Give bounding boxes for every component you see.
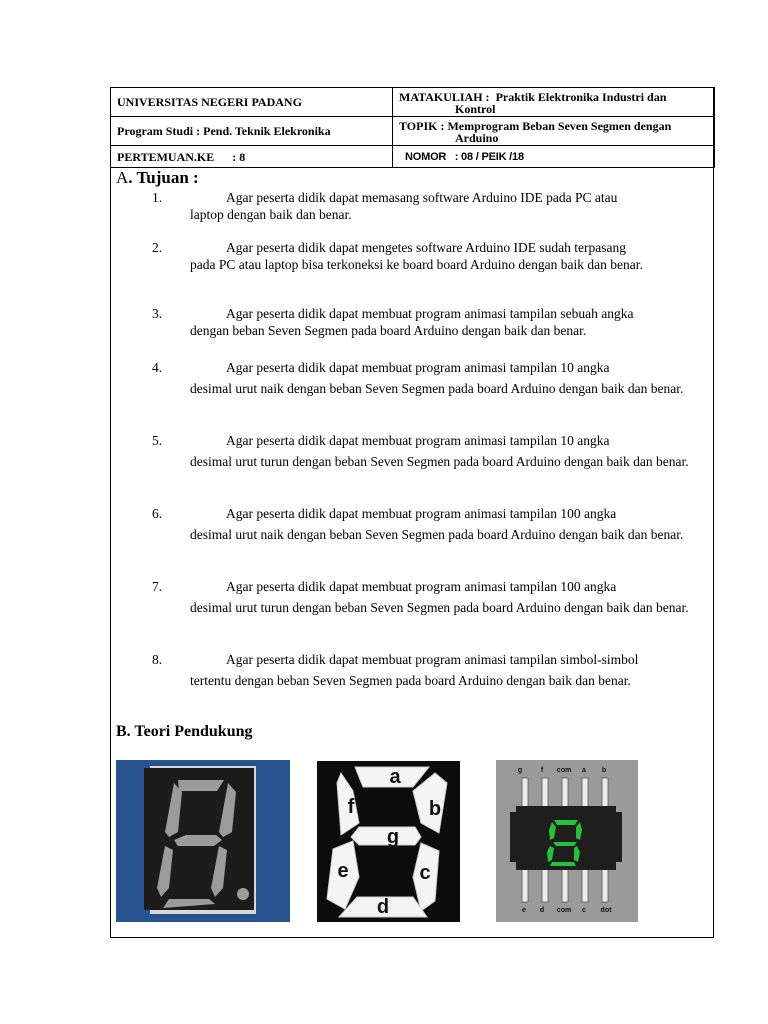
pin-label-bottom-1: e	[522, 907, 526, 914]
goal-item	[150, 305, 700, 339]
goal-item	[150, 432, 700, 472]
section-a-letter: A	[116, 168, 129, 187]
goal-item	[150, 359, 700, 399]
pin-label-top-3: com	[556, 767, 572, 774]
segment-label-diagram	[317, 761, 460, 922]
university-name: UNIVERSITAS NEGERI PADANG	[117, 95, 302, 109]
goal-text-first-line: Agar peserta didik dapat membuat program animasi tampilan 10 angka	[226, 360, 610, 375]
pertemuan-cell	[111, 146, 393, 168]
goal-number: 7.	[152, 579, 163, 594]
university-cell	[111, 88, 393, 117]
pin-label-top-2: f	[540, 767, 544, 774]
goal-number: 8.	[152, 652, 163, 667]
goal-number: 6.	[152, 506, 163, 521]
module-pinout-graphic	[496, 760, 638, 922]
goal-item	[150, 189, 700, 223]
segment-label-b: b	[428, 798, 442, 820]
goal-item	[150, 239, 700, 273]
goal-text-first-line: Agar peserta didik dapat memasang software Arduino IDE pada PC atau	[226, 190, 618, 205]
goal-text-rest: tertentu dengan beban Seven Segmen pada board Arduino dengan baik dan benar.	[190, 673, 631, 688]
goal-text-rest: desimal urut naik dengan beban Seven Segmen pada board Arduino dengan baik dan benar.	[190, 381, 684, 396]
goal-text-rest: desimal urut turun dengan beban Seven Segmen pada board Arduino dengan baik dan benar.	[190, 454, 689, 469]
topik-value: : Memprogram Beban Seven Segmen dengan	[440, 118, 672, 133]
topik-cell	[393, 117, 715, 146]
pin-label-bottom-5: dot	[600, 907, 612, 914]
section-b-title: B. Teori Pendukung	[116, 723, 253, 740]
pin-label-top-5: b	[601, 767, 607, 774]
program-studi: Program Studi : Pend. Teknik Elekronika	[117, 124, 331, 138]
segment-label-a: a	[389, 766, 401, 788]
seven-segment-photo	[116, 760, 290, 922]
goal-text-rest: desimal urut naik dengan beban Seven Segmen pada board Arduino dengan baik dan benar.	[190, 527, 684, 542]
segment-label-c: c	[419, 862, 431, 884]
goal-item	[150, 505, 700, 545]
goal-number: 5.	[152, 433, 163, 448]
goal-number: 3.	[152, 306, 163, 321]
segment-label-g: g	[386, 826, 400, 848]
seven-segment-photo-graphic	[116, 760, 290, 922]
goal-text-first-line: Agar peserta didik dapat membuat program animasi tampilan 100 angka	[226, 506, 617, 521]
pin-label-bottom-4: c	[582, 907, 586, 914]
goal-text-rest: pada PC atau laptop bisa terkoneksi ke board board Arduino dengan baik dan benar.	[190, 257, 643, 272]
goal-item	[150, 578, 700, 618]
goal-text-rest: dengan beban Seven Segmen pada board Arduino dengan baik dan benar.	[190, 323, 587, 338]
topik-label: TOPIK	[399, 118, 438, 133]
nomor: NOMOR : 08 / PEIK /18	[405, 151, 524, 163]
pin-label-bottom-2: d	[539, 907, 545, 914]
segment-label-graphic	[317, 761, 460, 922]
segment-label-e: e	[337, 860, 349, 882]
goal-text-first-line: Agar peserta didik dapat membuat program animasi tampilan 100 angka	[226, 579, 617, 594]
matakuliah-value: Praktik Elektronika Industri dan	[495, 89, 667, 104]
goal-number: 4.	[152, 360, 163, 375]
nomor-cell	[393, 146, 715, 168]
goal-text-first-line: Agar peserta didik dapat membuat program animasi tampilan simbol-simbol	[226, 652, 639, 667]
goal-text-rest: desimal urut turun dengan beban Seven Segmen pada board Arduino dengan baik dan benar.	[190, 600, 689, 615]
pin-label-bottom-3: com	[556, 907, 572, 914]
section-a-heading: . Tujuan :	[128, 168, 199, 187]
segment-label-f: f	[347, 796, 355, 818]
goal-number: 1.	[152, 190, 163, 205]
topik-value-cont: Arduino	[455, 130, 499, 145]
goal-text-rest: laptop dengan baik dan benar.	[190, 207, 352, 222]
matakuliah-value-cont: Kontrol	[455, 101, 496, 116]
pin-label-top-1: g	[517, 767, 523, 774]
pin-label-top-4: a	[582, 767, 586, 774]
goal-number: 2.	[152, 240, 163, 255]
segment-label-d: d	[376, 896, 390, 918]
matakuliah-cell	[393, 88, 715, 117]
goal-text-first-line: Agar peserta didik dapat mengetes software Arduino IDE sudah terpasang	[226, 240, 626, 255]
header-table	[110, 87, 715, 168]
goal-text-first-line: Agar peserta didik dapat membuat program animasi tampilan sebuah angka	[226, 306, 634, 321]
goal-item	[150, 651, 700, 691]
pertemuan: PERTEMUAN.KE : 8	[117, 149, 246, 164]
program-studi-cell	[111, 117, 393, 146]
seven-segment-module-pinout	[496, 760, 638, 922]
goal-text-first-line: Agar peserta didik dapat membuat program animasi tampilan 10 angka	[226, 433, 610, 448]
section-a-title	[116, 168, 199, 188]
matakuliah-label: MATAKULIAH :	[399, 89, 490, 104]
